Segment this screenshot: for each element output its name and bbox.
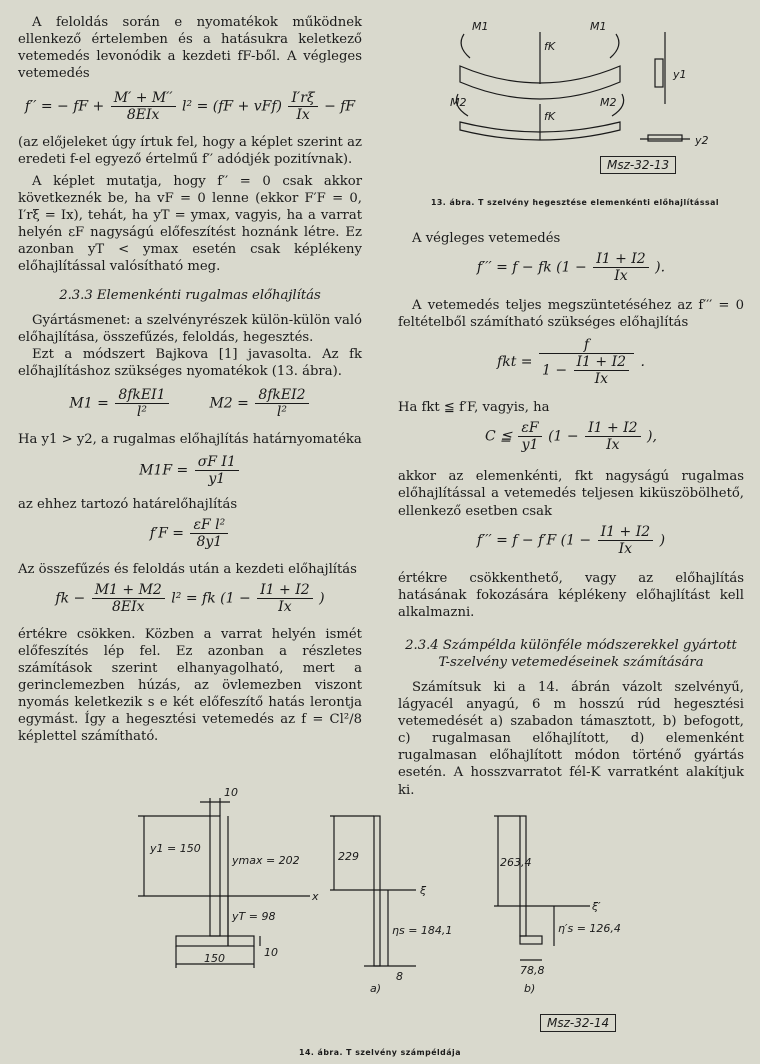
svg-text:y1: y1 — [673, 68, 687, 81]
paragraph: (az előjeleket úgy írtuk fel, hogy a képlet szerint az eredeti f-el egyező értelmű f′′ adódjék pozitívnak). — [18, 135, 362, 168]
svg-text:ξ: ξ — [420, 884, 427, 897]
svg-text:150: 150 — [204, 952, 225, 965]
svg-text:10: 10 — [224, 786, 238, 799]
t-flange — [176, 936, 254, 946]
svg-text:y2: y2 — [695, 134, 709, 147]
figure-stamp: Msz-32-13 — [600, 156, 676, 174]
moment-arrow — [610, 34, 619, 58]
svg-text:8: 8 — [396, 970, 403, 983]
svg-text:x: x — [312, 890, 319, 903]
moment-arrow — [461, 34, 470, 58]
web-a — [374, 816, 380, 966]
svg-text:b): b) — [524, 982, 536, 994]
svg-text:229: 229 — [338, 850, 359, 863]
equation-ff: f′F = $\frac{\text{εF l²}}{8y1}$ — [18, 517, 362, 555]
right-column — [398, 230, 744, 799]
equation-fkt: fkt = f 1 − $\frac{I1 + I2}{Ix}$ . — [497, 337, 645, 388]
svg-text:M2: M2 — [600, 96, 617, 109]
svg-text:263,4: 263,4 — [500, 856, 532, 869]
t-web — [210, 816, 220, 936]
equation-c: C ≦ $\frac{\varepsilon F}{y1}$ (1 − $\frac{I1 + I2}{Ix}$ ), — [485, 420, 657, 454]
paragraph: Gyártásmenet: a szelvényrészek külön-külön való előhajlítása, összefűzés, feloldás, hegesztés. — [18, 313, 362, 346]
left-column — [18, 0, 362, 745]
paragraph: Számítsuk ki a 14. ábrán vázolt szelvényű, lágyacél anyagú, 6 m hosszú rúd hegesztési vetemedését a) szabadon támasztott, b) befogott, c) rugalmasan előhajlított, d) elemenként rugalmasan előhajlított módon történő gyártás esetén. A hosszvarratot fél-K varratként alakítjuk ki. — [398, 679, 744, 798]
svg-text:M1: M1 — [472, 20, 489, 33]
equation-f3-reduced: f′′′ = f − f′F (1 − $\frac{I1 + I2}{Ix}$ ) — [476, 523, 666, 557]
paragraph: Az összefűzés és feloldás után a kezdeti előhajlítás — [18, 561, 357, 577]
paragraph: akkor az elemenkénti, fkt nagyságú rugalmas előhajlítással a vetemedés teljesen kiküszöbölhető, ellenkező esetben csak — [398, 469, 744, 519]
paragraph: A képlet mutatja, hogy f′′ = 0 csak akkor következnék be, ha vF = 0 lenne (ekkor F′F = 0, I′rξ = Ix), tehát, ha yT = ymax, vagyis, ha a varrat helyén εF nagyságú előfeszítést hoznánk létre. Ez azonban yT < ymax esetén csak képlékeny előhajlítással valósítható meg. — [18, 173, 362, 275]
svg-text:fK: fK — [544, 40, 556, 53]
svg-text:10: 10 — [264, 946, 278, 959]
svg-text:fK: fK — [544, 110, 556, 123]
flange-section — [655, 59, 663, 87]
svg-text:ξ′: ξ′ — [592, 900, 601, 913]
figure-13 — [440, 14, 730, 184]
equation-f3: f′′′ = f − fk (1 − $\frac{I1 + I2}{Ix}$ ). — [476, 251, 666, 285]
paragraph: értékre csökkenthető, vagy az előhajlítás hatásának fokozására képlékeny előhajlítást kell alkalmazni. — [398, 570, 744, 620]
svg-text:ηs = 184,1: ηs = 184,1 — [392, 924, 453, 937]
paragraph: Ha y1 > y2, a rugalmas előhajlítás határnyomatéka — [18, 431, 362, 447]
equation-f2: f′′ = − fF + $\frac{M' + M''}{\text{8EIx}}$ l² = (fF + vFf) $\frac{I'r\xi}{Ix}$ − fF — [24, 90, 356, 124]
section-heading: 2.3.4 Számpélda különféle módszerekkel gyártott T-szelvény vetemedéseinek számítására — [405, 637, 737, 670]
figure-caption: 14. ábra. T szelvény számpéldája — [299, 1048, 461, 1057]
paragraph: az ehhez tartozó határelőhajlítás — [18, 496, 238, 512]
svg-text:a): a) — [370, 982, 382, 994]
paragraph: Ezt a módszert Bajkova [1] javasolta. Az fk előhajlításhoz szükséges nyomatékok (13. ábra). — [18, 347, 362, 380]
flange-b — [520, 936, 542, 944]
paragraph: A feloldás során e nyomatékok működnek ellenkező értelemben és a hatásukra keletkező vetemedés levonódik a kezdeti fF-ből. A végleges vetemedés — [18, 15, 362, 82]
figure-14 — [120, 784, 640, 994]
web-b — [520, 816, 526, 936]
paragraph: értékre csökken. Közben a varrat helyén ismét előfeszítés lép fel. Ez azonban a részletes számítások szerint elhanyagolható, mert a gerinclemezben húzás, az övlemezben viszont nyomás keletkezik s e két előfeszítő hatás lerontja egymást. Így a hegesztési vetemedés az f = Cl²/8 képlettel számítható. — [18, 626, 362, 745]
svg-text:M2: M2 — [450, 96, 467, 109]
equation-m1f: M1F = $\frac{\text{σF I1}}{y1}$ — [18, 454, 362, 492]
figure-caption: 13. ábra. T szelvény hegesztése elemenkénti előhajlítással — [430, 198, 720, 207]
svg-text:yT = 98: yT = 98 — [232, 910, 276, 923]
svg-text:78,8: 78,8 — [520, 964, 545, 977]
paragraph: A végleges vetemedés — [412, 231, 561, 246]
paragraph: A vetemedés teljes megszüntetéséhez az f′′′ = 0 feltételből számítható szükséges előhajlítás — [398, 298, 744, 331]
svg-text:η′s = 126,4: η′s = 126,4 — [558, 922, 621, 935]
svg-text:ymax = 202: ymax = 202 — [232, 854, 300, 867]
section-heading: 2.3.3 Elemenkénti rugalmas előhajlítás — [59, 288, 321, 304]
equation-fk: fk − $\frac{M1 + M2}{\text{8EIx}}$ l² = fk (1 − $\frac{I1 + I2}{Ix}$ ) — [55, 581, 325, 615]
equation-m1-m2: M1 = $\frac{\text{8fkEI1}}{\text{l²}}$ M2 = $\frac{\text{8fkEI2}}{\text{l²}}$ — [18, 387, 362, 425]
svg-text:M1: M1 — [590, 20, 607, 33]
web-section — [648, 135, 682, 141]
figure-stamp: Msz-32-14 — [540, 1014, 616, 1032]
svg-text:y1 = 150: y1 = 150 — [150, 842, 201, 855]
paragraph: Ha fkt ≦ f′F, vagyis, ha — [398, 400, 550, 416]
